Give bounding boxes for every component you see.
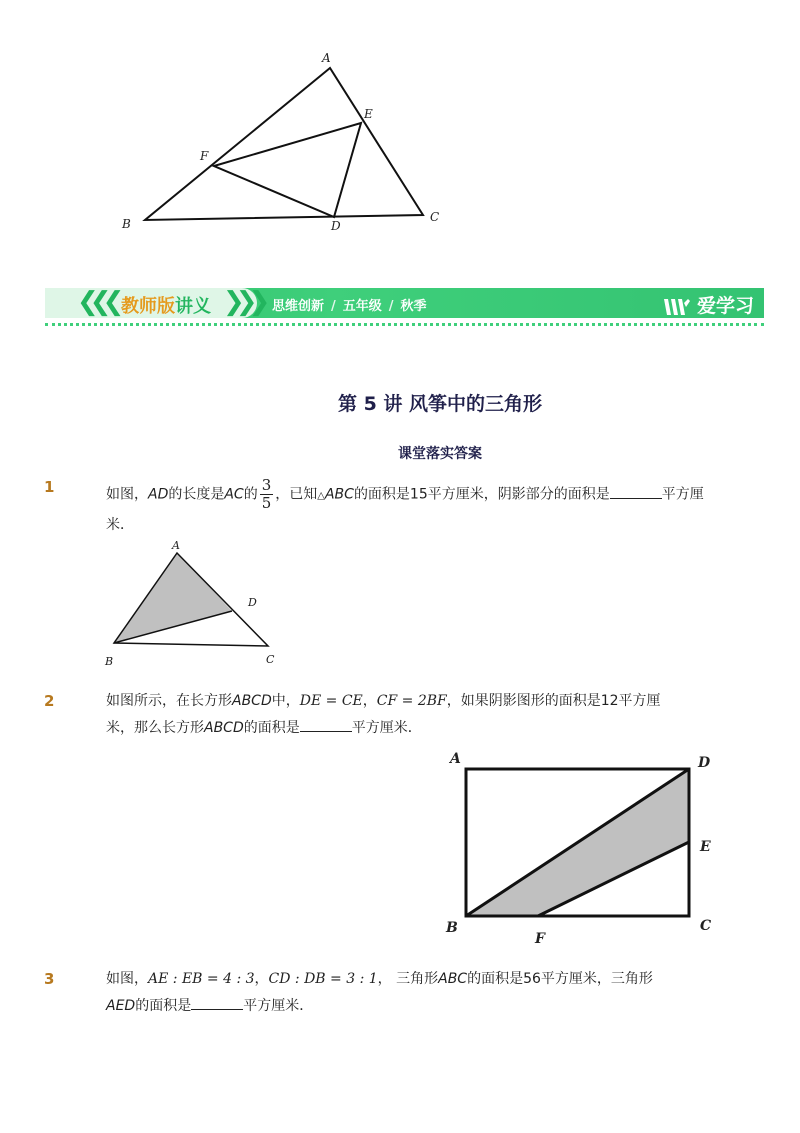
q1-label-c: C xyxy=(266,653,275,666)
shaded-triangle-abd xyxy=(114,553,232,643)
q2-label-a: A xyxy=(450,751,461,767)
question-1-text: 如图，AD的长度是AC的 $\frac{3}{5}$ ，已知△ABC的面积是15平方厘米，阴影部分的面积是 平方厘 米． xyxy=(106,476,704,533)
question-1-number: 1 xyxy=(44,478,55,496)
q2-label-d: D xyxy=(698,755,711,771)
q1-label-a: A xyxy=(172,539,180,552)
q2-label-c: C xyxy=(700,918,712,934)
label-b: B xyxy=(122,217,131,231)
page-title: 第 5 讲 风筝中的三角形 xyxy=(337,393,543,415)
banner-breadcrumb: 思维创新 / 五年级 / 秋季 xyxy=(272,299,427,314)
q2-label-f: F xyxy=(535,931,545,947)
fraction-3-5: $\frac{3}{5}$ xyxy=(261,476,272,512)
banner-title: 教师版讲义 xyxy=(121,296,211,317)
label-f: F xyxy=(200,149,209,163)
top-triangle-figure xyxy=(0,0,800,250)
label-e: E xyxy=(364,107,373,121)
question-2-number: 2 xyxy=(44,692,55,710)
page-subtitle: 课堂落实答案 xyxy=(398,446,482,462)
q1-label-d: D xyxy=(248,596,257,609)
question-2-figure xyxy=(440,745,720,950)
label-a: A xyxy=(322,51,331,65)
q1-label-b: B xyxy=(105,655,114,668)
triangle-def xyxy=(214,123,361,217)
question-1-figure xyxy=(100,535,290,670)
question-3-number: 3 xyxy=(44,970,55,988)
brand-logo-icon xyxy=(663,297,691,317)
brand-logo: 爱学习 xyxy=(663,291,754,318)
lecture-banner xyxy=(45,288,764,320)
answer-blank-3[interactable] xyxy=(191,995,243,1010)
banner-dotted-line xyxy=(45,323,764,326)
chevron-right-icon: ❯❯❯ xyxy=(223,287,262,317)
label-c: C xyxy=(430,210,440,224)
answer-blank-2[interactable] xyxy=(300,717,352,732)
chevron-left-icon: ❮❮❮ xyxy=(77,287,116,317)
question-2-text: 如图所示，在长方形ABCD中，DE = CE，CF = 2BF，如果阴影图形的面积是12平方厘 米，那么长方形ABCD的面积是 平方厘米． xyxy=(106,693,661,736)
label-d: D xyxy=(331,219,341,233)
answer-blank-1[interactable] xyxy=(610,484,662,499)
question-3-text: 如图，AE : EB = 4 : 3，CD : DB = 3 : 1， 三角形ABC的面积是56平方厘米，三角形 AED的面积是 平方厘米． xyxy=(106,971,653,1014)
triangle-abc xyxy=(145,68,423,220)
q2-label-e: E xyxy=(700,839,711,855)
q2-label-b: B xyxy=(446,920,458,936)
